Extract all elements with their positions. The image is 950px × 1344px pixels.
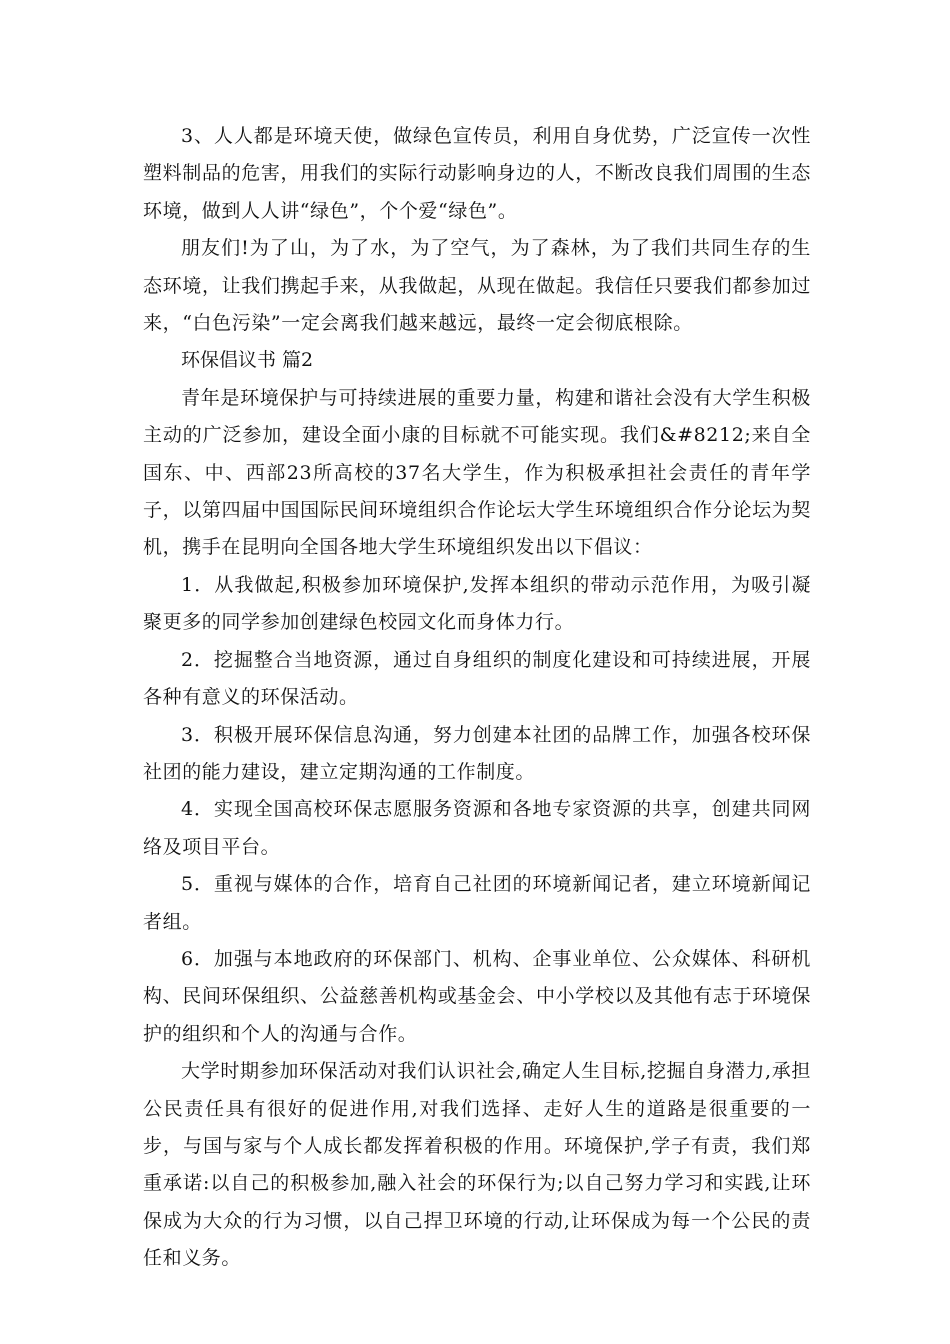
proposal-item-3: 3．积极开展环保信息沟通，努力创建本社团的品牌工作，加强各校环保社团的能力建设，建立定期沟通的工作制度。 xyxy=(143,723,811,783)
paragraph-conclusion: 大学时期参加环保活动对我们认识社会,确定人生目标,挖掘自身潜力,承担公民责任具有很好的促进作用,对我们选择、走好人生的道路是很重要的一步，与国与家与个人成长都发挥着积极的作用。环境保护,学子有责，我们郑重承诺:以自己的积极参加,融入社会的环保行为;以自己努力学习和实践,让环保成为大众的行为习惯，以自己捍卫环境的行动,让环保成为每一个公民的责任和义务。 xyxy=(143,1060,811,1270)
section-heading: 环保倡议书 篇2 xyxy=(181,349,314,372)
paragraph-item-3: 3、人人都是环境天使，做绿色宣传员，利用自身优势，广泛宣传一次性塑料制品的危害，用我们的实际行动影响身边的人，不断改良我们周围的生态环境，做到人人讲“绿色”，个个爱“绿色”。 xyxy=(143,125,811,222)
paragraph-intro: 青年是环境保护与可持续进展的重要力量，构建和谐社会没有大学生积极主动的广泛参加，建设全面小康的目标就不可能实现。我们&#8212;来自全国东、中、西部23所高校的37名大学生，作为积极承担社会责任的青年学子，以第四届中国国际民间环境组织合作论坛大学生环境组织合作分论坛为契机，携手在昆明向全国各地大学生环境组织发出以下倡议： xyxy=(143,386,811,559)
document-body xyxy=(143,118,811,1278)
proposal-item-5: 5．重视与媒体的合作，培育自己社团的环境新闻记者，建立环境新闻记者组。 xyxy=(143,873,811,933)
proposal-item-2: 2．挖掘整合当地资源，通过自身组织的制度化建设和可持续进展，开展各种有意义的环保活动。 xyxy=(143,648,811,709)
paragraph-friends-appeal: 朋友们!为了山，为了水，为了空气，为了森林，为了我们共同生存的生态环境，让我们携起手来，从我做起，从现在做起。我信任只要我们都参加过来，“白色污染”一定会离我们越来越远，最终一定会彻底根除。 xyxy=(143,237,811,335)
proposal-item-6: 6．加强与本地政府的环保部门、机构、企事业单位、公众媒体、科研机构、民间环保组织、公益慈善机构或基金会、中小学校以及其他有志于环境保护的组织和个人的沟通与合作。 xyxy=(143,947,811,1045)
proposal-item-1: 1．从我做起,积极参加环境保护,发挥本组织的带动示范作用，为吸引凝聚更多的同学参加创建绿色校园文化而身体力行。 xyxy=(143,573,811,634)
proposal-item-4: 4．实现全国高校环保志愿服务资源和各地专家资源的共享，创建共同网络及项目平台。 xyxy=(143,798,811,858)
